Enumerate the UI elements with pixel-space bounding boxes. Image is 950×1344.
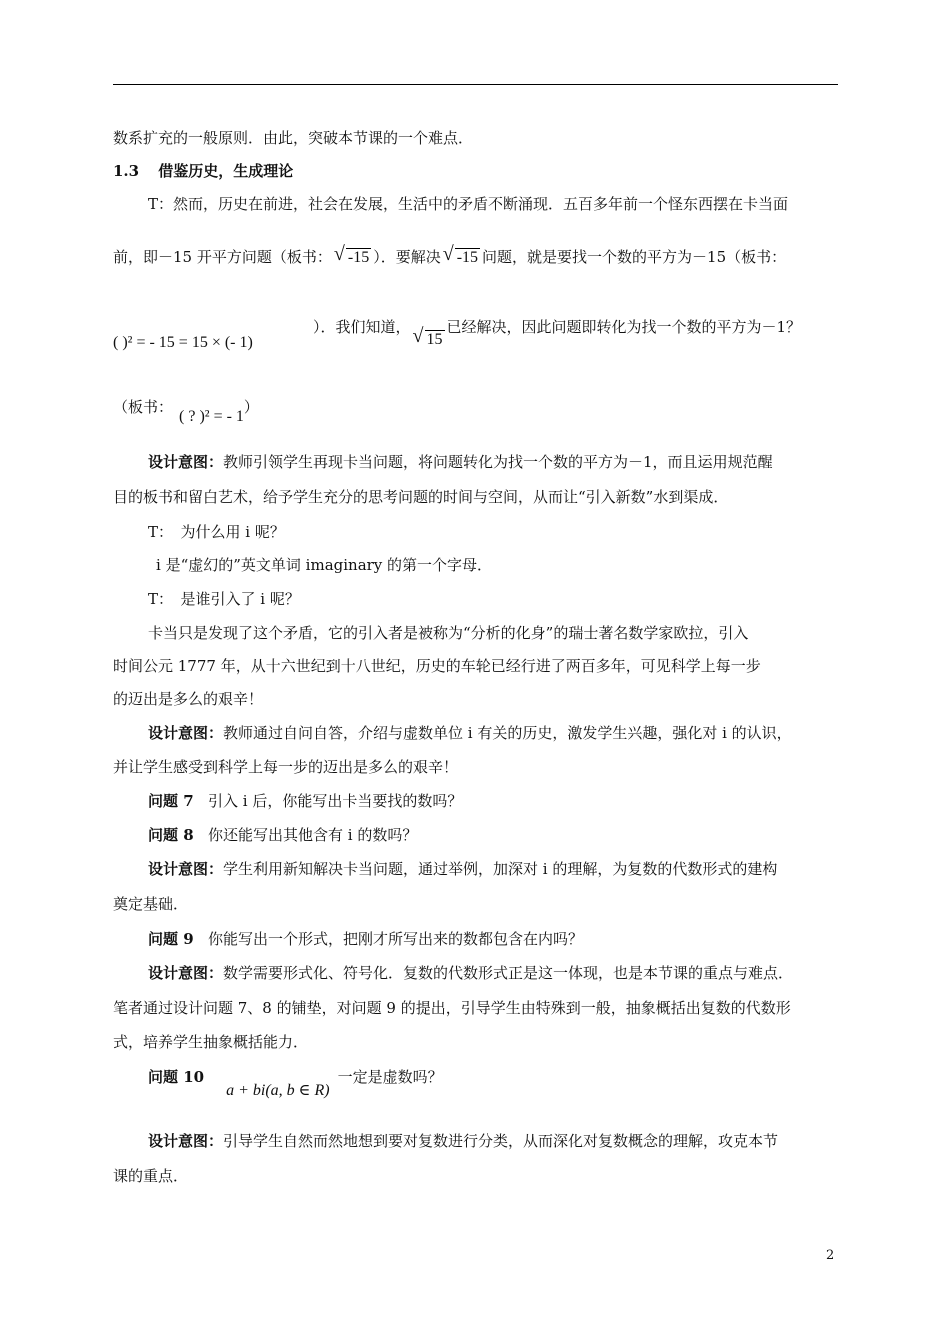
question-label: 问题 7 bbox=[148, 792, 194, 810]
header-rule bbox=[113, 84, 838, 85]
paragraph-line: i 是“虚幻的”英文单词 imaginary 的第一个字母． bbox=[156, 556, 493, 574]
text-run: ） bbox=[243, 398, 259, 416]
question-text: 你还能写出其他含有 i 的数吗？ bbox=[207, 826, 418, 844]
sqrt-expression: √ 15 bbox=[412, 325, 443, 348]
text-run: （板书： bbox=[113, 398, 174, 416]
question-text: 你能写出一个形式，把刚才所写出来的数都包含在内吗？ bbox=[207, 930, 583, 948]
paragraph-line bbox=[148, 723, 873, 743]
text-run: 教师通过自问自答，介绍与虚数单位 i 有关的历史，激发学生兴趣，强化对 i 的认识， bbox=[223, 724, 792, 742]
equation: ( ? )² = - 1 bbox=[179, 408, 244, 425]
text-run: 已经解决，因此问题即转化为找一个数的平方为－1？ bbox=[446, 318, 802, 336]
intent-label: 设计意图： bbox=[148, 1132, 224, 1150]
intent-label: 设计意图： bbox=[148, 724, 224, 742]
intent-label: 设计意图： bbox=[148, 453, 224, 471]
section-title: 借鉴历史，生成理论 bbox=[158, 162, 294, 180]
paragraph-line: 奠定基础． bbox=[113, 895, 189, 913]
sqrt-expression: √ -15 bbox=[333, 243, 370, 266]
text-run: ）．我们知道， bbox=[313, 318, 411, 336]
equation: ( )² = - 15 = 15 × (- 1) bbox=[113, 334, 253, 351]
question-line bbox=[148, 825, 873, 845]
text-run: ）．要解决 bbox=[373, 248, 441, 266]
paragraph-line: T： 是谁引入了 i 呢？ bbox=[148, 590, 300, 608]
page-number: 2 bbox=[826, 1248, 835, 1263]
paragraph-line: 并让学生感受到科学上每一步的迈出是多么的艰辛！ bbox=[113, 758, 459, 776]
text-run: 问题，就是要找一个数的平方为－15（板书： bbox=[482, 248, 787, 266]
paragraph-line: 式，培养学生抽象概括能力． bbox=[113, 1033, 309, 1051]
paragraph-line: 笔者通过设计问题 7、8 的铺垫，对问题 9 的提出，引导学生由特殊到一般，抽象概括出复数的代数形 bbox=[113, 999, 791, 1017]
question-line bbox=[148, 929, 873, 949]
paragraph-line bbox=[148, 452, 873, 472]
paragraph-line bbox=[113, 243, 838, 268]
section-heading bbox=[113, 161, 838, 181]
paragraph-line bbox=[148, 1131, 873, 1151]
paragraph-line bbox=[148, 963, 873, 983]
paragraph-line bbox=[113, 397, 838, 425]
question-label: 问题 9 bbox=[148, 930, 194, 948]
text-run: 学生利用新知解决卡当问题，通过举例，加深对 i 的理解，为复数的代数形式的建构 bbox=[223, 860, 778, 878]
text-run: 引导学生自然而然地想到要对复数进行分类，从而深化对复数概念的理解，攻克本节 bbox=[223, 1132, 779, 1150]
paragraph-line: 的迈出是多么的艰辛！ bbox=[113, 690, 264, 708]
paragraph-line bbox=[113, 318, 838, 351]
paragraph-line: T：然而，历史在前进，社会在发展，生活中的矛盾不断涌现．五百多年前一个怪东西摆在卡当面 bbox=[148, 195, 789, 213]
question-label: 问题 8 bbox=[148, 826, 194, 844]
paragraph-line: 课的重点． bbox=[113, 1167, 189, 1185]
paragraph-line: T： 为什么用 i 呢？ bbox=[148, 523, 285, 541]
equation: a + bi(a, b ∈ R) bbox=[226, 1082, 330, 1099]
text-run: 数学需要形式化、符号化．复数的代数形式正是这一体现，也是本节课的重点与难点． bbox=[223, 964, 794, 982]
text-run: 前，即－15 开平方问题（板书： bbox=[113, 248, 332, 266]
paragraph-line: 数系扩充的一般原则．由此，突破本节课的一个难点． bbox=[113, 129, 474, 147]
sqrt-expression: √ -15 bbox=[442, 243, 479, 266]
question-line bbox=[148, 791, 873, 811]
question-label: 问题 10 bbox=[148, 1068, 205, 1086]
text-run: 教师引领学生再现卡当问题，将问题转化为找一个数的平方为－1，而且运用规范醒 bbox=[223, 453, 773, 471]
paragraph-line bbox=[148, 859, 873, 879]
paragraph-line: 卡当只是发现了这个矛盾，它的引入者是被称为“分析的化身”的瑞士著名数学家欧拉，引入 bbox=[148, 624, 749, 642]
intent-label: 设计意图： bbox=[148, 964, 224, 982]
question-line bbox=[148, 1067, 873, 1099]
intent-label: 设计意图： bbox=[148, 860, 224, 878]
paragraph-line: 时间公元 1777 年，从十六世纪到十八世纪，历史的车轮已经行进了两百多年，可见科学上每一步 bbox=[113, 657, 761, 675]
section-number: 1.3 bbox=[113, 162, 140, 180]
question-text: 引入 i 后，你能写出卡当要找的数吗？ bbox=[207, 792, 463, 810]
paragraph-line: 目的板书和留白艺术，给予学生充分的思考问题的时间与空间，从而让“引入新数”水到渠成． bbox=[113, 488, 729, 506]
question-text: 一定是虚数吗？ bbox=[337, 1068, 443, 1086]
